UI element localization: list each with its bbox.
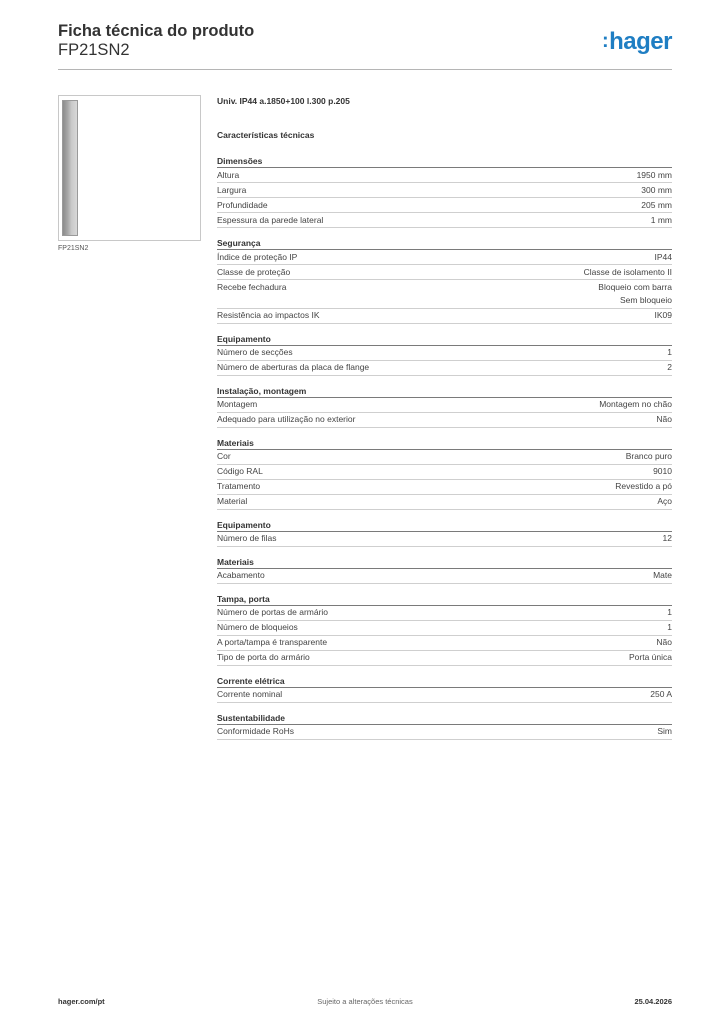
spec-value: 2 — [667, 362, 672, 372]
spec-section — [217, 675, 672, 703]
spec-row — [217, 621, 672, 636]
logo-dots: : — [601, 30, 609, 52]
spec-label: Número de aberturas da placa de flange — [217, 362, 370, 372]
spec-label: Classe de proteção — [217, 266, 291, 277]
section-title: Tampa, porta — [217, 593, 672, 606]
spec-row — [217, 280, 672, 309]
spec-label: Resistência ao impactos IK — [217, 310, 320, 320]
spec-row — [217, 250, 672, 265]
spec-section — [217, 712, 672, 740]
spec-row — [217, 495, 672, 510]
spec-value: Mate — [653, 570, 672, 580]
spec-row — [217, 183, 672, 198]
spec-value: IP44 — [654, 251, 672, 262]
spec-row — [217, 480, 672, 495]
spec-label: Número de bloqueios — [217, 622, 298, 632]
spec-section — [217, 437, 672, 510]
spec-section — [217, 519, 672, 547]
footer-website: hager.com/pt — [58, 997, 105, 1006]
spec-sections — [217, 155, 672, 740]
spec-label: Profundidade — [217, 199, 268, 210]
spec-value: 1 — [667, 607, 672, 617]
section-title: Materiais — [217, 437, 672, 450]
spec-row — [217, 213, 672, 228]
spec-row — [217, 168, 672, 183]
spec-row — [217, 265, 672, 280]
spec-row — [217, 606, 672, 621]
spec-row — [217, 636, 672, 651]
spec-section — [217, 556, 672, 584]
spec-row — [217, 688, 672, 703]
spec-value: 300 mm — [641, 184, 672, 195]
spec-value: 205 mm — [641, 199, 672, 210]
spec-value: Não — [656, 414, 672, 424]
spec-row — [217, 361, 672, 376]
spec-row — [217, 725, 672, 740]
spec-label: Tipo de porta do armário — [217, 652, 310, 662]
spec-row — [217, 651, 672, 666]
spec-value: 250 A — [650, 689, 672, 699]
spec-value: Sim — [657, 726, 672, 736]
spec-value: Montagem no chão — [599, 399, 672, 409]
section-title: Corrente elétrica — [217, 675, 672, 688]
spec-value: Aço — [657, 496, 672, 506]
spec-row — [217, 398, 672, 413]
spec-value: Branco puro — [625, 451, 672, 461]
spec-value: Classe de isolamento II — [583, 266, 672, 277]
section-title: Equipamento — [217, 519, 672, 532]
spec-section — [217, 155, 672, 228]
spec-row — [217, 346, 672, 361]
cabinet-illustration — [62, 100, 78, 236]
spec-label: Recebe fechadura — [217, 281, 287, 292]
spec-label: Conformidade RoHs — [217, 726, 295, 736]
hager-logo — [602, 28, 672, 56]
spec-row — [217, 569, 672, 584]
spec-row — [217, 450, 672, 465]
product-description: Univ. IP44 a.1850+100 l.300 p.205 — [217, 96, 350, 106]
spec-row — [217, 198, 672, 213]
spec-label: Espessura da parede lateral — [217, 214, 324, 225]
spec-value: 12 — [662, 533, 672, 543]
spec-section — [217, 385, 672, 428]
product-code: FP21SN2 — [58, 41, 130, 59]
spec-label: Largura — [217, 184, 247, 195]
spec-value: Bloqueio com barra Sem bloqueio — [598, 281, 672, 305]
spec-value: 1 — [667, 347, 672, 357]
spec-label: Corrente nominal — [217, 689, 283, 699]
product-image — [58, 95, 201, 241]
spec-section — [217, 237, 672, 324]
spec-content — [217, 95, 672, 749]
spec-value: Revestido a pó — [615, 481, 672, 491]
page-footer — [58, 997, 672, 1009]
section-title: Materiais — [217, 556, 672, 569]
spec-value: 1 mm — [650, 214, 672, 225]
page-header — [58, 22, 672, 70]
spec-value: 1950 mm — [636, 169, 672, 180]
footer-notice: Sujeito a alterações técnicas — [317, 997, 413, 1006]
spec-section — [217, 333, 672, 376]
spec-label: A porta/tampa é transparente — [217, 637, 328, 647]
product-image-caption: FP21SN2 — [58, 245, 89, 252]
section-title: Dimensões — [217, 155, 672, 168]
spec-value: Não — [656, 637, 672, 647]
spec-row — [217, 465, 672, 480]
spec-label: Número de filas — [217, 533, 277, 543]
spec-label: Código RAL — [217, 466, 263, 476]
spec-label: Número de portas de armário — [217, 607, 329, 617]
spec-value: IK09 — [654, 310, 672, 320]
logo-text: hager — [609, 28, 672, 55]
spec-label: Tratamento — [217, 481, 261, 491]
spec-label: Índice de proteção IP — [217, 251, 298, 262]
spec-label: Cor — [217, 451, 231, 461]
spec-label: Adequado para utilização no exterior — [217, 414, 356, 424]
spec-label: Acabamento — [217, 570, 265, 580]
spec-value: Porta única — [629, 652, 672, 662]
spec-row — [217, 532, 672, 547]
document-title: Ficha técnica do produto — [58, 22, 255, 40]
spec-label: Material — [217, 496, 248, 506]
spec-row — [217, 309, 672, 324]
section-title: Equipamento — [217, 333, 672, 346]
footer-date: 25.04.2026 — [634, 997, 672, 1006]
spec-label: Número de secções — [217, 347, 293, 357]
spec-value: 1 — [667, 622, 672, 632]
section-title: Segurança — [217, 237, 672, 250]
spec-row — [217, 413, 672, 428]
section-title: Instalação, montagem — [217, 385, 672, 398]
section-title: Sustentabilidade — [217, 712, 672, 725]
spec-section — [217, 593, 672, 666]
spec-label: Altura — [217, 169, 240, 180]
spec-value: 9010 — [653, 466, 672, 476]
spec-label: Montagem — [217, 399, 258, 409]
technical-characteristics-title: Características técnicas — [217, 130, 315, 140]
